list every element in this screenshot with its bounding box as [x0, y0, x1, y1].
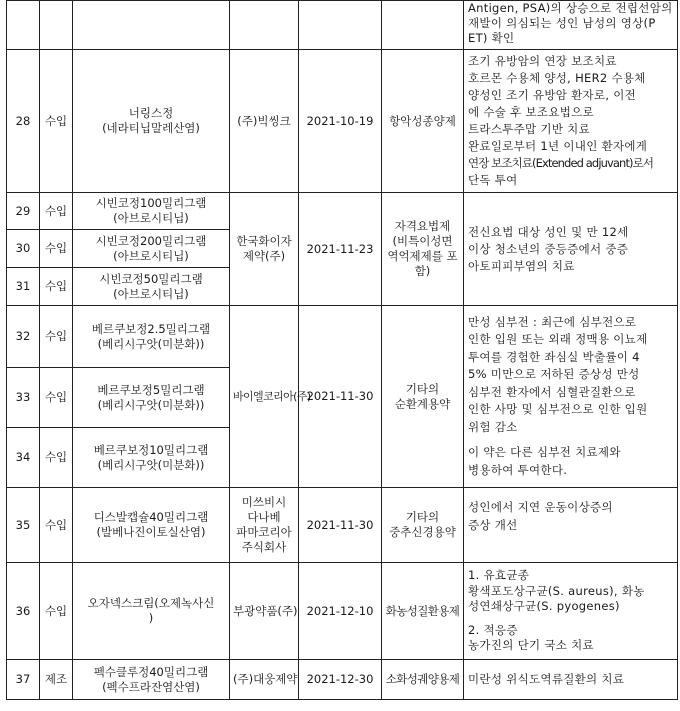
row-number: 29 [7, 193, 40, 230]
effect-line: 투여를 경험한 좌심실 박출률이 4 [468, 349, 640, 364]
effect-line: Antigen, PSA)의 상승으로 전립선암의 [468, 1, 673, 15]
table-row [7, 488, 678, 563]
product-ingredient-line: (베리시구앗(미분화)) [97, 397, 205, 412]
product-ingredient-line: (아브로시티닙) [113, 286, 189, 301]
effect-cell [464, 563, 678, 660]
drug-category [382, 50, 464, 193]
paragraph-gap [468, 436, 673, 444]
import-type: 수입 [40, 563, 73, 660]
drug-category [382, 660, 464, 700]
no-cell [7, 1, 40, 50]
product-ingredient-line: (아브로시티닙) [113, 211, 189, 225]
import-type: 수입 [40, 230, 73, 268]
product-name [73, 563, 230, 660]
row-number: 33 [7, 368, 40, 428]
category-line: 함) [414, 264, 431, 278]
effect-line: 이 약은 다른 심부전 치료제와 [468, 445, 621, 460]
company-line: 파마코리아 [236, 525, 292, 539]
paragraph-gap [468, 615, 673, 623]
approval-date: 2021-11-23 [299, 193, 382, 306]
effect-line: 1. 유효균종 [468, 568, 530, 583]
row-number: 35 [7, 488, 40, 563]
type-cell [40, 1, 73, 50]
effect-cell [464, 660, 678, 700]
row-number: 31 [7, 268, 40, 306]
product-name-line: 펙수클루정40밀리그램 [93, 664, 209, 679]
effect-line: 5% 미만으로 저하된 증상성 만성 [468, 367, 640, 382]
import-type: 수입 [40, 50, 73, 193]
company-name [230, 563, 299, 660]
product-name [73, 660, 230, 700]
category-line: 순환계용약 [394, 396, 451, 411]
product-name-line: 너링스정 [128, 106, 174, 120]
row-number: 30 [7, 230, 40, 268]
company-cell [230, 1, 299, 50]
effect-cell [464, 1, 678, 50]
company-name [230, 660, 299, 700]
company-line: 바이엘코리아(주) [233, 390, 311, 403]
company-line: (주)대웅제약 [233, 672, 298, 686]
effect-cell [464, 50, 678, 193]
row-number: 28 [7, 50, 40, 193]
company-line: 부광약품(주) [233, 603, 298, 618]
row-number: 36 [7, 563, 40, 660]
company-name [230, 50, 299, 193]
table-row [7, 50, 678, 193]
table-row [7, 1, 678, 50]
effect-line: 증상 개선 [468, 518, 518, 532]
product-name-line: ) [148, 611, 154, 625]
table-row [7, 660, 678, 700]
drug-approval-table [6, 0, 678, 700]
product-name-line: 디스발캡슐40밀리그램 [93, 510, 209, 524]
effect-line: 단독 투여 [468, 173, 518, 187]
effect-line: 트라스투주맙 기반 치료 [468, 122, 590, 136]
product-ingredient-line: (베리시구앗(미분화)) [97, 336, 205, 351]
product-name [73, 50, 230, 193]
product-name-line: 베르쿠보정10밀리그램 [93, 442, 209, 457]
company-name [230, 193, 299, 306]
import-type: 수입 [40, 488, 73, 563]
category-line: 자격요법제 [394, 219, 451, 233]
product-name-line: 베르쿠보정2.5밀리그램 [91, 321, 211, 336]
product-ingredient-line: (베리시구앗(미분화)) [97, 457, 205, 472]
drug-category [382, 193, 464, 306]
table-row [7, 193, 678, 230]
import-type: 제조 [40, 660, 73, 700]
table-row [7, 306, 678, 368]
effect-line: 재발이 의심되는 성인 남성의 영상(P [468, 16, 656, 30]
effect-cell [464, 488, 678, 563]
effect-line: 황색포도상구균(S. aureus), 화농 [468, 583, 645, 598]
product-ingredient-line: (발베나진이토실산염) [96, 525, 206, 539]
product-cell [73, 1, 230, 50]
product-name [73, 230, 230, 268]
approval-date: 2021-10-19 [299, 50, 382, 193]
effect-line: 에 수술 후 보조요법으로 [468, 105, 594, 119]
effect-line: 조기 유방암의 연장 보조치료 [468, 54, 617, 68]
approval-date: 2021-11-30 [299, 488, 382, 563]
row-number: 34 [7, 428, 40, 488]
category-line: 역억제제를 포 [387, 249, 458, 263]
approval-date: 2021-12-30 [299, 660, 382, 700]
category-line: 소화성궤양용제 [385, 672, 460, 686]
approval-date: 2021-12-10 [299, 563, 382, 660]
category-line: 기타의 [405, 510, 440, 524]
product-ingredient-line: (아브로시티닙) [113, 248, 189, 263]
row-number: 32 [7, 306, 40, 368]
effect-line: 연장 보조치료(Extended adjuvant)로서 [468, 156, 654, 170]
effect-cell [464, 306, 678, 488]
approval-date: 2021-11-30 [299, 306, 382, 488]
effect-line: 성연쇄상구균(S. pyogenes) [468, 599, 620, 614]
effect-line: ET) 확인 [468, 31, 515, 45]
product-name-line: 시빈코정200밀리그램 [95, 233, 207, 248]
drug-category [382, 488, 464, 563]
effect-line: 만성 심부전 : 최근에 심부전으로 [468, 314, 637, 329]
import-type: 수입 [40, 268, 73, 306]
product-name-line: 시빈코정100밀리그램 [95, 196, 207, 210]
product-name [73, 488, 230, 563]
import-type: 수입 [40, 428, 73, 488]
table-row [7, 563, 678, 660]
date-cell [299, 1, 382, 50]
category-cell [382, 1, 464, 50]
company-line: 한국화이자 [236, 234, 292, 248]
effect-line: 위험 감소 [468, 419, 518, 434]
drug-category [382, 306, 464, 488]
product-name [73, 193, 230, 230]
drug-category [382, 563, 464, 660]
product-name [73, 268, 230, 306]
effect-cell [464, 193, 678, 306]
row-number: 37 [7, 660, 40, 700]
product-name [73, 428, 230, 488]
effect-line: 병용하여 투여한다. [468, 462, 568, 477]
effect-line: 인한 입원 또는 외래 정맥용 이뇨제 [468, 332, 648, 347]
effect-line: 전신요법 대상 성인 및 만 12세 [468, 224, 629, 239]
product-name-line: 시빈코정50밀리그램 [99, 271, 203, 286]
effect-line: 이상 청소년의 중등증에서 중증 [468, 241, 629, 256]
category-line: 항악성종양제 [389, 113, 456, 128]
effect-line: 심부전 환자에서 심혈관질환으로 [468, 384, 636, 399]
effect-line: 양성인 조기 유방암 환자로, 이전 [468, 88, 637, 102]
product-ingredient-line: (네라티닙말레산염) [102, 121, 200, 135]
company-line: 미쓰비시 [241, 495, 287, 509]
category-line: 화농성질환용제 [385, 603, 460, 618]
effect-line: 호르몬 수용체 양성, HER2 수용체 [468, 71, 646, 85]
effect-line: 농가진의 단기 국소 치료 [468, 638, 594, 653]
product-name [73, 306, 230, 368]
effect-line: 인한 사망 및 심부전으로 인한 입원 [468, 402, 648, 417]
company-line: 다나베 [247, 510, 281, 524]
company-line: 주식회사 [241, 540, 287, 554]
effect-line: 완료일로부터 1년 이내인 환자에게 [468, 139, 648, 153]
company-line: (주)빅씽크 [237, 113, 291, 128]
effect-line: 성인에서 지연 운동이상증의 [468, 500, 613, 514]
category-line: (비특이성면 [392, 234, 453, 248]
import-type: 수입 [40, 193, 73, 230]
company-name [230, 488, 299, 563]
company-name [230, 306, 311, 488]
category-line: 기타의 [405, 381, 440, 396]
effect-line: 아토피피부염의 치료 [468, 258, 575, 273]
effect-line: 2. 적응증 [468, 622, 518, 637]
company-line: 제약(주) [242, 249, 286, 263]
import-type: 수입 [40, 306, 73, 368]
product-name [73, 368, 230, 428]
product-name-line: 베르쿠보정5밀리그램 [97, 382, 205, 397]
import-type: 수입 [40, 368, 73, 428]
product-name-line: 오자넥스크림(오제녹사신 [87, 596, 215, 610]
category-line: 중추신경용약 [389, 525, 456, 539]
product-ingredient-line: (펙수프라잔염산염) [102, 679, 200, 694]
effect-line: 미란성 위식도역류질환의 치료 [468, 672, 625, 686]
